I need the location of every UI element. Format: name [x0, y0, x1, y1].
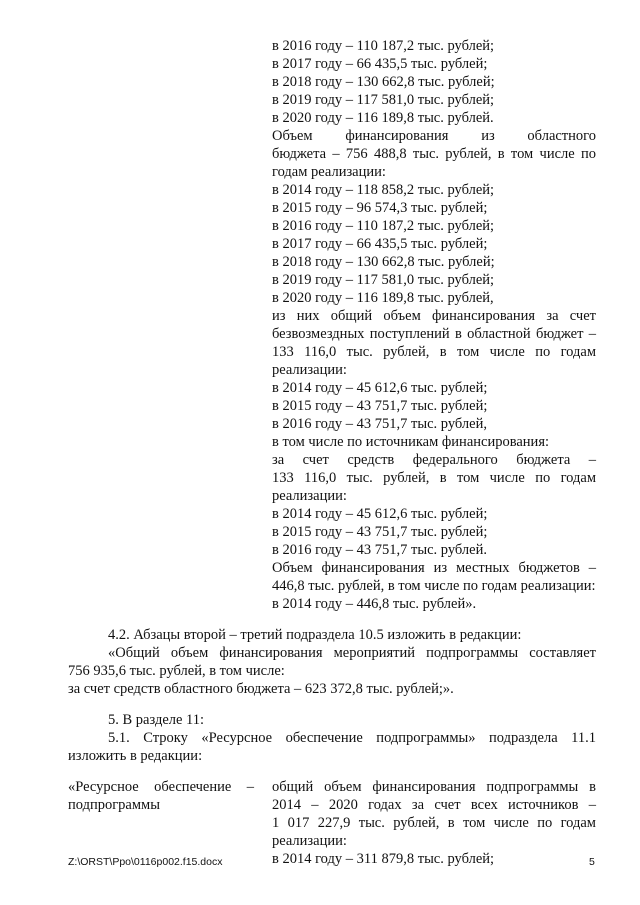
footer-file-path: Z:\ORST\Ppo\0116p002.f15.docx [68, 856, 223, 868]
text-line: в 2015 году – 96 574,3 тыс. рублей; [272, 200, 488, 216]
text-line: в 2017 году – 66 435,5 тыс. рублей; [272, 56, 488, 72]
text-line: в 2014 году – 446,8 тыс. рублей». [272, 596, 477, 612]
text-line: в 2018 году – 130 662,8 тыс. рублей; [272, 74, 495, 90]
text-line: в 2019 году – 117 581,0 тыс. рублей; [272, 272, 495, 288]
quote-line: за счет средств областного бюджета – 623 372,8 тыс. рублей;». [68, 681, 454, 697]
table-left-label: подпрограммы [68, 797, 160, 813]
text-line: в 2020 году – 116 189,8 тыс. рублей. [272, 110, 494, 126]
table-right-line: 1 017 227,9 тыс. рублей, в том числе по годам [272, 815, 596, 831]
text-line: за счет средств федерального бюджета – [272, 452, 596, 468]
text-line: 446,8 тыс. рублей, в том числе по годам реализации: [272, 578, 596, 594]
text-line: в 2019 году – 117 581,0 тыс. рублей; [272, 92, 495, 108]
text-line: Объем финансирования из местных бюджетов – [272, 560, 596, 576]
text-line: в 2016 году – 110 187,2 тыс. рублей; [272, 38, 495, 54]
text-line: в том числе по источникам финансирования: [272, 434, 550, 450]
text-line: в 2020 году – 116 189,8 тыс. рублей, [272, 290, 494, 306]
quote-line: «Общий объем финансирования мероприятий подпрограммы составляет [108, 645, 596, 661]
table-right-line: общий объем финансирования подпрограммы в [272, 779, 596, 795]
table-right-line: реализации: [272, 833, 347, 849]
text-line: бюджета – 756 488,8 тыс. рублей, в том числе по [272, 146, 596, 162]
text-line: годам реализации: [272, 164, 386, 180]
paragraph-5-1: изложить в редакции: [68, 748, 203, 764]
text-line: в 2014 году – 118 858,2 тыс. рублей; [272, 182, 495, 198]
paragraph-5-1: 5.1. Строку «Ресурсное обеспечение подпрограммы» подраздела 11.1 [108, 730, 596, 746]
text-line: в 2017 году – 66 435,5 тыс. рублей; [272, 236, 488, 252]
text-line: 133 116,0 тыс. рублей, в том числе по годам [272, 470, 596, 486]
text-line: в 2016 году – 43 751,7 тыс. рублей. [272, 542, 487, 558]
text-line: Объем финансирования из областного [272, 128, 596, 144]
text-line: реализации: [272, 488, 347, 504]
text-line: в 2016 году – 43 751,7 тыс. рублей, [272, 416, 487, 432]
paragraph-4-2: 4.2. Абзацы второй – третий подраздела 10.5 изложить в редакции: [108, 627, 522, 643]
paragraph-5: 5. В разделе 11: [108, 712, 205, 728]
text-line: в 2015 году – 43 751,7 тыс. рублей; [272, 524, 488, 540]
text-line: в 2016 году – 110 187,2 тыс. рублей; [272, 218, 495, 234]
text-line: из них общий объем финансирования за счет [272, 308, 596, 324]
text-line: 133 116,0 тыс. рублей, в том числе по годам [272, 344, 596, 360]
table-left-label: «Ресурсное обеспечение – [68, 779, 254, 795]
quote-line: 756 935,6 тыс. рублей, в том числе: [68, 663, 285, 679]
text-line: безвозмездных поступлений в областной бюджет – [272, 326, 596, 342]
text-line: в 2018 году – 130 662,8 тыс. рублей; [272, 254, 495, 270]
text-line: в 2015 году – 43 751,7 тыс. рублей; [272, 398, 488, 414]
table-right-line: в 2014 году – 311 879,8 тыс. рублей; [272, 851, 495, 867]
text-line: реализации: [272, 362, 347, 378]
text-line: в 2014 году – 45 612,6 тыс. рублей; [272, 380, 488, 396]
text-line: в 2014 году – 45 612,6 тыс. рублей; [272, 506, 488, 522]
page-number: 5 [589, 856, 595, 868]
table-right-line: 2014 – 2020 годах за счет всех источников – [272, 797, 596, 813]
